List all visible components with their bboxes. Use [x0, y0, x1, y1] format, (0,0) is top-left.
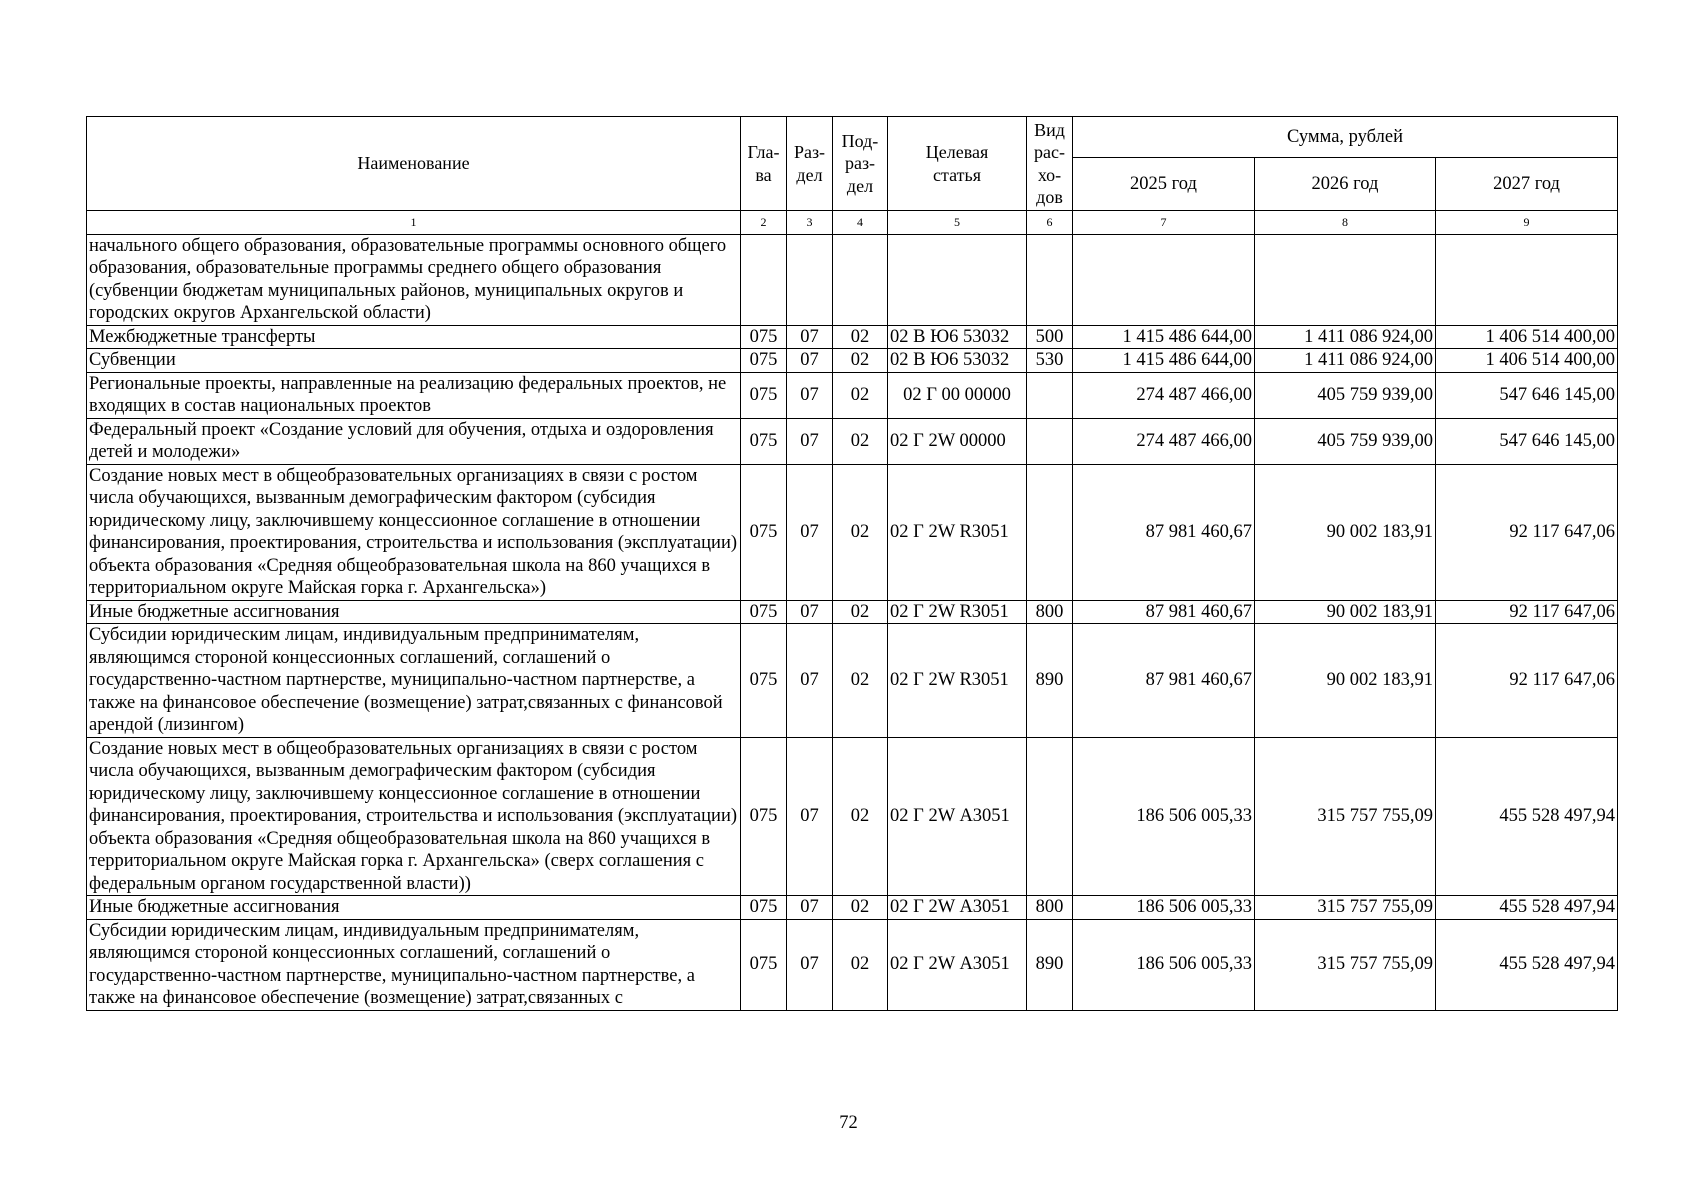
- cell-amount-2026: 90 002 183,91: [1255, 464, 1436, 600]
- table-row: [87, 600, 1618, 624]
- table-row: [87, 464, 1618, 600]
- cell-amount-2026: 1 411 086 924,00: [1255, 325, 1436, 349]
- page-number: 72: [839, 1113, 858, 1133]
- cell-subsection: 02: [833, 349, 888, 373]
- cell-subsection: 02: [833, 464, 888, 600]
- cell-amount-2026: 315 757 755,09: [1255, 737, 1436, 896]
- cell-name: Создание новых мест в общеобразовательных организациях в связи с ростом числа обучающихся, вызванным демографическим фактором (субсидия юридическому лицу, заключившему концессионное соглашение в отношении финансирования, проектирования, строительства и использования (эксплуатации) объекта образования «Средняя общеобразовательная школа на 860 учащихся в территориальном округе Майская горка г. Архангельска»): [87, 464, 741, 600]
- cell-section: 07: [787, 919, 833, 1010]
- cell-subsection: 02: [833, 325, 888, 349]
- cell-chapter: 075: [741, 737, 787, 896]
- cell-section: 07: [787, 464, 833, 600]
- column-number: 2: [741, 211, 787, 235]
- cell-name: Субсидии юридическим лицам, индивидуальным предпринимателям, являющимся стороной концессионных соглашений, соглашений о государственно-частном партнерстве, муниципально-частном партнерстве, а также на финансовое обеспечение (возмещение) затрат,связанных с: [87, 919, 741, 1010]
- cell-target-article: 02 Г 2W А3051: [888, 896, 1027, 920]
- cell-name: Субсидии юридическим лицам, индивидуальным предпринимателям, являющимся стороной концессионных соглашений, соглашений о государственно-частном партнерстве, муниципально-частном партнерстве, а также на финансовое обеспечение (возмещение) затрат,связанных с финансовой арендой (лизингом): [87, 624, 741, 738]
- cell-amount-2025: 87 981 460,67: [1073, 464, 1255, 600]
- column-number: 4: [833, 211, 888, 235]
- cell-target-article: 02 Г 2W А3051: [888, 919, 1027, 1010]
- cell-target-article: 02 Г 2W R3051: [888, 600, 1027, 624]
- cell-subsection: 02: [833, 372, 888, 418]
- table-row: [87, 624, 1618, 738]
- cell-amount-2025: 1 415 486 644,00: [1073, 349, 1255, 373]
- column-number: 5: [888, 211, 1027, 235]
- table-row: [87, 737, 1618, 896]
- cell-section: 07: [787, 896, 833, 920]
- cell-target-article: [888, 234, 1027, 325]
- cell-name: Региональные проекты, направленные на реализацию федеральных проектов, не входящих в состав национальных проектов: [87, 372, 741, 418]
- cell-expense-type: [1027, 234, 1073, 325]
- cell-expense-type: 500: [1027, 325, 1073, 349]
- cell-expense-type: 890: [1027, 919, 1073, 1010]
- cell-chapter: 075: [741, 349, 787, 373]
- cell-amount-2027: 92 117 647,06: [1436, 600, 1618, 624]
- cell-target-article: 02 Г 2W А3051: [888, 737, 1027, 896]
- cell-chapter: 075: [741, 919, 787, 1010]
- cell-amount-2025: 1 415 486 644,00: [1073, 325, 1255, 349]
- cell-amount-2026: 315 757 755,09: [1255, 896, 1436, 920]
- cell-subsection: 02: [833, 919, 888, 1010]
- header-chapter: Гла- ва: [741, 117, 787, 211]
- cell-amount-2025: 186 506 005,33: [1073, 896, 1255, 920]
- cell-subsection: 02: [833, 418, 888, 464]
- cell-chapter: [741, 234, 787, 325]
- cell-amount-2027: 455 528 497,94: [1436, 737, 1618, 896]
- cell-expense-type: 800: [1027, 896, 1073, 920]
- cell-section: 07: [787, 624, 833, 738]
- table-body: [87, 234, 1618, 1010]
- cell-section: 07: [787, 737, 833, 896]
- cell-chapter: 075: [741, 325, 787, 349]
- cell-expense-type: [1027, 737, 1073, 896]
- cell-target-article: 02 В Ю6 53032: [888, 325, 1027, 349]
- cell-amount-2027: 1 406 514 400,00: [1436, 325, 1618, 349]
- cell-name: начального общего образования, образовательные программы основного общего образования, образовательные программы среднего общего образования (субвенции бюджетам муниципальных районов, муниципальных округов и городских округов Архангельской области): [87, 234, 741, 325]
- table-header: [87, 117, 1618, 235]
- cell-amount-2027: 1 406 514 400,00: [1436, 349, 1618, 373]
- cell-amount-2026: 405 759 939,00: [1255, 372, 1436, 418]
- cell-target-article: 02 В Ю6 53032: [888, 349, 1027, 373]
- cell-expense-type: 530: [1027, 349, 1073, 373]
- cell-amount-2027: 92 117 647,06: [1436, 624, 1618, 738]
- header-expense-type: Вид рас- хо- дов: [1027, 117, 1073, 211]
- cell-name: Федеральный проект «Создание условий для обучения, отдыха и оздоровления детей и молодежи»: [87, 418, 741, 464]
- cell-amount-2026: 315 757 755,09: [1255, 919, 1436, 1010]
- cell-expense-type: [1027, 372, 1073, 418]
- cell-amount-2025: 87 981 460,67: [1073, 600, 1255, 624]
- cell-section: 07: [787, 418, 833, 464]
- column-number-row: [87, 211, 1618, 235]
- cell-target-article: 02 Г 2W 00000: [888, 418, 1027, 464]
- cell-chapter: 075: [741, 624, 787, 738]
- header-section: Раз- дел: [787, 117, 833, 211]
- cell-amount-2027: 455 528 497,94: [1436, 919, 1618, 1010]
- header-sum: Сумма, рублей: [1073, 117, 1618, 158]
- cell-name: Субвенции: [87, 349, 741, 373]
- table-row: [87, 919, 1618, 1010]
- table-row: [87, 349, 1618, 373]
- cell-amount-2027: [1436, 234, 1618, 325]
- column-number: 7: [1073, 211, 1255, 235]
- column-number: 9: [1436, 211, 1618, 235]
- cell-amount-2026: [1255, 234, 1436, 325]
- cell-section: 07: [787, 325, 833, 349]
- table-row: [87, 234, 1618, 325]
- column-number: 8: [1255, 211, 1436, 235]
- cell-section: 07: [787, 349, 833, 373]
- budget-table: [86, 116, 1618, 1011]
- cell-subsection: 02: [833, 896, 888, 920]
- cell-amount-2025: 186 506 005,33: [1073, 737, 1255, 896]
- cell-chapter: 075: [741, 464, 787, 600]
- header-subsection: Под- раз- дел: [833, 117, 888, 211]
- cell-name: Создание новых мест в общеобразовательных организациях в связи с ростом числа обучающихся, вызванным демографическим фактором (субсидия юридическому лицу, заключившему концессионное соглашение в отношении финансирования, проектирования, строительства и использования (эксплуатации) объекта образования «Средняя общеобразовательная школа на 860 учащихся в территориальном округе Майская горка г. Архангельска» (сверх соглашения с федеральным органом государственной власти)): [87, 737, 741, 896]
- cell-target-article: 02 Г 2W R3051: [888, 464, 1027, 600]
- cell-amount-2026: 1 411 086 924,00: [1255, 349, 1436, 373]
- table-row: [87, 418, 1618, 464]
- cell-chapter: 075: [741, 600, 787, 624]
- cell-section: [787, 234, 833, 325]
- cell-amount-2027: 92 117 647,06: [1436, 464, 1618, 600]
- cell-section: 07: [787, 600, 833, 624]
- cell-amount-2027: 547 646 145,00: [1436, 418, 1618, 464]
- cell-amount-2025: 87 981 460,67: [1073, 624, 1255, 738]
- table-row: [87, 372, 1618, 418]
- header-target-article: Целевая статья: [888, 117, 1027, 211]
- cell-amount-2025: 274 487 466,00: [1073, 418, 1255, 464]
- table-row: [87, 896, 1618, 920]
- header-year-2027: 2027 год: [1436, 158, 1618, 211]
- cell-subsection: [833, 234, 888, 325]
- cell-amount-2027: 547 646 145,00: [1436, 372, 1618, 418]
- cell-amount-2026: 90 002 183,91: [1255, 624, 1436, 738]
- budget-sheet: [86, 116, 1617, 1011]
- cell-subsection: 02: [833, 624, 888, 738]
- cell-chapter: 075: [741, 372, 787, 418]
- cell-target-article: 02 Г 2W R3051: [888, 624, 1027, 738]
- cell-chapter: 075: [741, 896, 787, 920]
- cell-expense-type: 890: [1027, 624, 1073, 738]
- column-number: 6: [1027, 211, 1073, 235]
- header-year-2026: 2026 год: [1255, 158, 1436, 211]
- cell-amount-2025: 186 506 005,33: [1073, 919, 1255, 1010]
- cell-chapter: 075: [741, 418, 787, 464]
- cell-subsection: 02: [833, 600, 888, 624]
- header-name: Наименование: [87, 117, 741, 211]
- cell-amount-2025: 274 487 466,00: [1073, 372, 1255, 418]
- column-number: 1: [87, 211, 741, 235]
- cell-amount-2026: 405 759 939,00: [1255, 418, 1436, 464]
- cell-subsection: 02: [833, 737, 888, 896]
- cell-name: Иные бюджетные ассигнования: [87, 600, 741, 624]
- header-year-2025: 2025 год: [1073, 158, 1255, 211]
- cell-section: 07: [787, 372, 833, 418]
- cell-expense-type: 800: [1027, 600, 1073, 624]
- table-row: [87, 325, 1618, 349]
- cell-amount-2026: 90 002 183,91: [1255, 600, 1436, 624]
- column-number: 3: [787, 211, 833, 235]
- cell-expense-type: [1027, 418, 1073, 464]
- cell-name: Иные бюджетные ассигнования: [87, 896, 741, 920]
- cell-amount-2025: [1073, 234, 1255, 325]
- cell-expense-type: [1027, 464, 1073, 600]
- cell-amount-2027: 455 528 497,94: [1436, 896, 1618, 920]
- cell-target-article: 02 Г 00 00000: [888, 372, 1027, 418]
- cell-name: Межбюджетные трансферты: [87, 325, 741, 349]
